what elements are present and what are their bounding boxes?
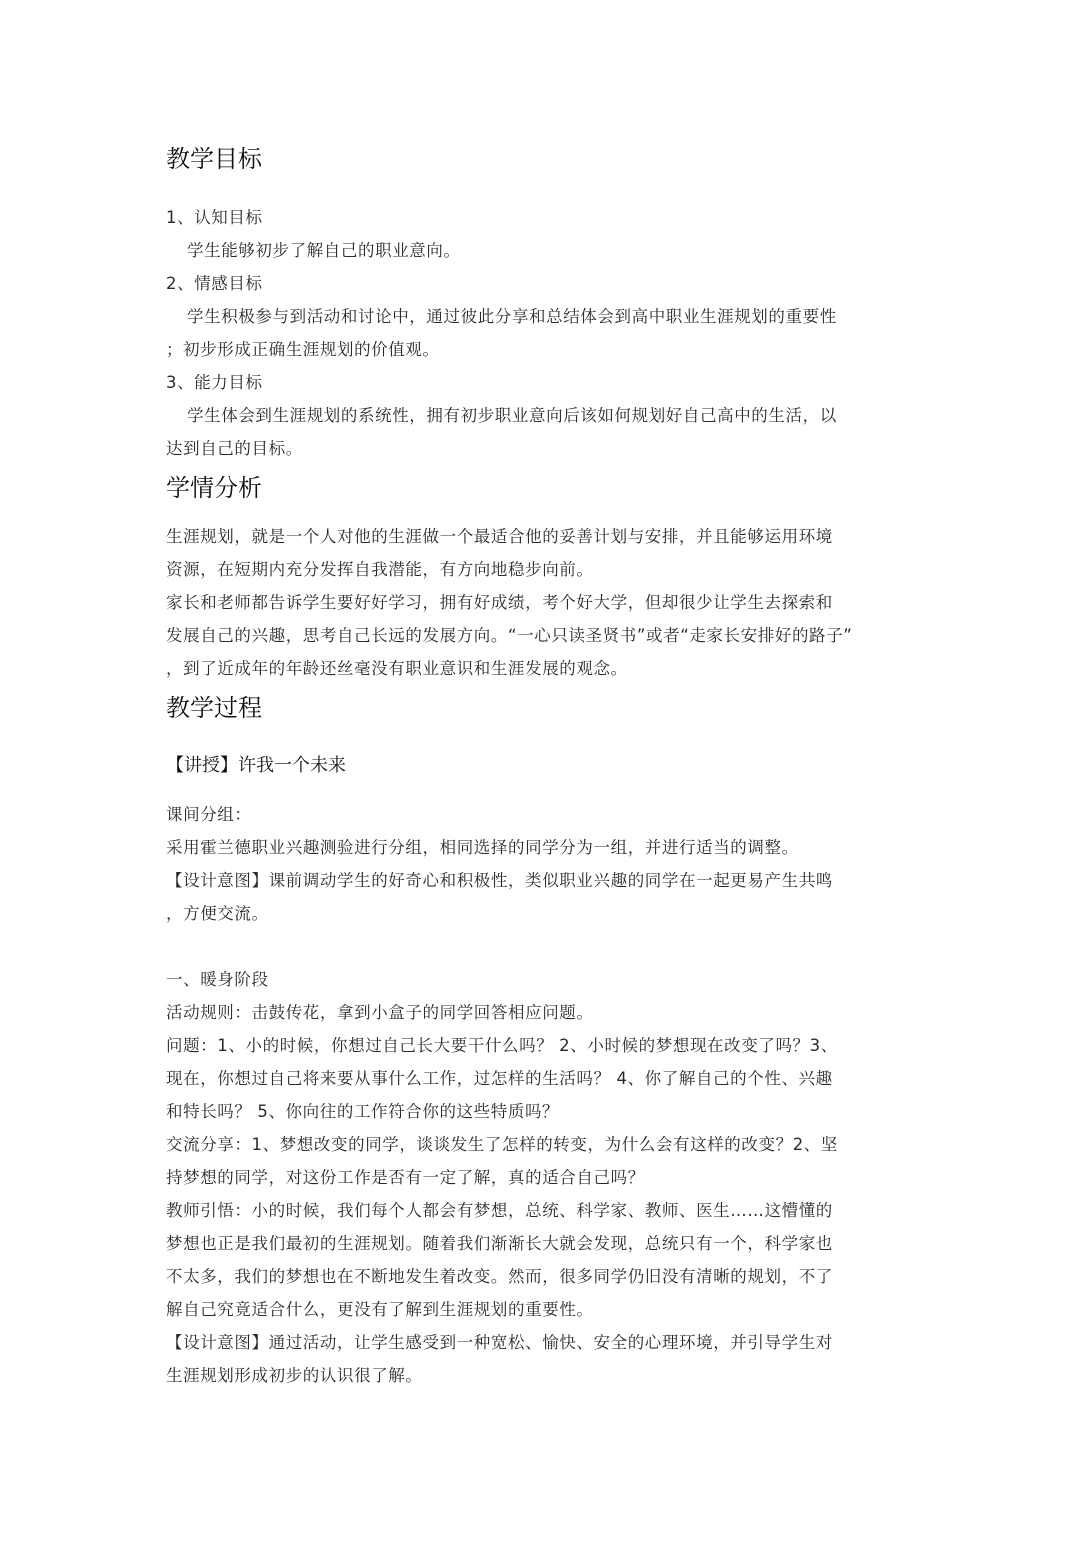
goal-text-emotional-line1: 学生积极参与到活动和讨论中，通过彼此分享和总结体会到高中职业生涯规划的重要性 [187, 307, 837, 326]
teacher-guide-line3: 不太多，我们的梦想也在不断地发生着改变。然而，很多同学仍旧没有清晰的规划，不了 [166, 1267, 833, 1286]
grouping-heading: 课间分组： [166, 805, 252, 824]
analysis-line1: 生涯规划，就是一个人对他的生涯做一个最适合他的妥善计划与安排，并且能够运用环境 [166, 527, 833, 546]
section-heading-student-analysis: 学情分析 [166, 474, 262, 502]
questions-line1: 问题：1、小的时候，你想过自己长大要干什么吗？ 2、小时候的梦想现在改变了吗？3、 [166, 1036, 838, 1055]
design-intent-line1: 【设计意图】通过活动，让学生感受到一种宽松、愉快、安全的心理环境，并引导学生对 [166, 1333, 833, 1352]
goal-heading-cognitive: 1、认知目标 [166, 208, 263, 227]
analysis-line3: 家长和老师都告诉学生要好好学习，拥有好成绩，考个好大学，但却很少让学生去探索和 [166, 593, 833, 612]
document-page [166, 140, 926, 1392]
teacher-guide-line4: 解自己究竟适合什么，更没有了解到生涯规划的重要性。 [166, 1300, 594, 1319]
lecture-heading: 【讲授】许我一个未来 [166, 755, 346, 776]
grouping-intent-line2: ，方便交流。 [166, 904, 269, 923]
goal-text-ability-line1: 学生体会到生涯规划的系统性，拥有初步职业意向后该如何规划好自己高中的生活，以 [187, 406, 837, 425]
goal-heading-ability: 3、能力目标 [166, 373, 263, 392]
goal-text-cognitive: 学生能够初步了解自己的职业意向。 [187, 241, 461, 260]
sharing-line2: 持梦想的同学，对这份工作是否有一定了解，真的适合自己吗？ [166, 1168, 645, 1187]
questions-line3: 和特长吗？ 5、你向往的工作符合你的这些特质吗？ [166, 1102, 560, 1121]
warmup-heading: 一、暖身阶段 [166, 970, 269, 989]
analysis-line2: 资源，在短期内充分发挥自我潜能，有方向地稳步向前。 [166, 560, 594, 579]
grouping-intent-line1: 【设计意图】课前调动学生的好奇心和积极性，类似职业兴趣的同学在一起更易产生共鸣 [166, 871, 833, 890]
teacher-guide-line2: 梦想也正是我们最初的生涯规划。随着我们渐渐长大就会发现，总统只有一个，科学家也 [166, 1234, 833, 1253]
questions-line2: 现在，你想过自己将来要从事什么工作，过怎样的生活吗？ 4、你了解自己的个性、兴趣 [166, 1069, 833, 1088]
analysis-line5: ，到了近成年的年龄还丝毫没有职业意识和生涯发展的观念。 [166, 659, 628, 678]
section-heading-teaching-process: 教学过程 [166, 694, 262, 722]
goal-text-ability-line2: 达到自己的目标。 [166, 439, 303, 458]
design-intent-line2: 生涯规划形成初步的认识很了解。 [166, 1366, 423, 1385]
section-heading-teaching-goals: 教学目标 [166, 145, 262, 173]
activity-rule: 活动规则：击鼓传花，拿到小盒子的同学回答相应问题。 [166, 1003, 594, 1022]
grouping-text: 采用霍兰德职业兴趣测验进行分组，相同选择的同学分为一组，并进行适当的调整。 [166, 838, 799, 857]
goal-heading-emotional: 2、情感目标 [166, 274, 263, 293]
goal-text-emotional-line2: ；初步形成正确生涯规划的价值观。 [166, 340, 440, 359]
analysis-line4: 发展自己的兴趣，思考自己长远的发展方向。“一心只读圣贤书”或者“走家长安排好的路子” [166, 626, 853, 645]
sharing-line1: 交流分享：1、梦想改变的同学，谈谈发生了怎样的转变，为什么会有这样的改变？2、坚 [166, 1135, 838, 1154]
teacher-guide-line1: 教师引悟：小的时候，我们每个人都会有梦想，总统、科学家、教师、医生……这懵懂的 [166, 1201, 833, 1220]
